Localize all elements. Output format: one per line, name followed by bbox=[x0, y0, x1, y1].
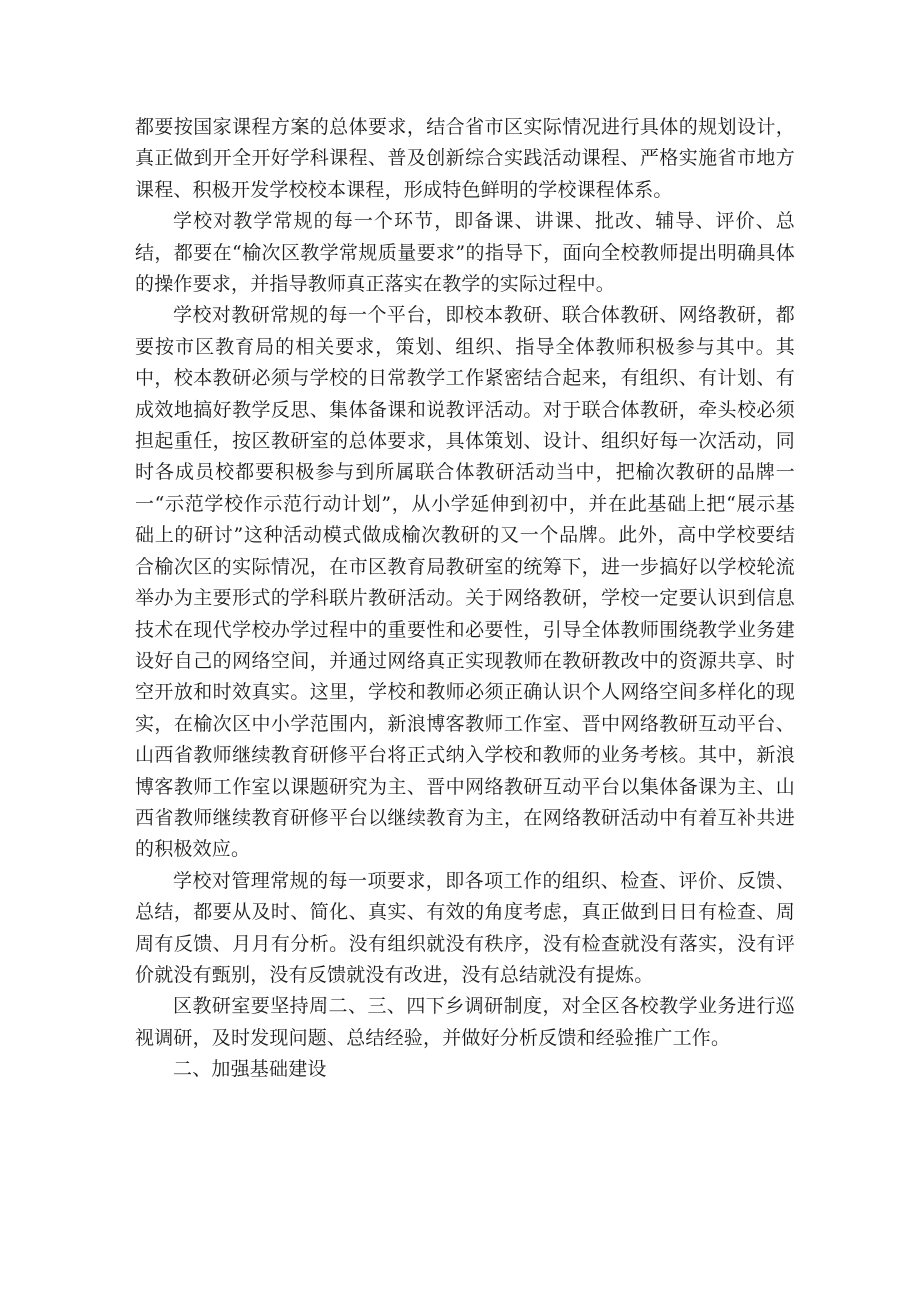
paragraph-5: 区教研室要坚持周二、三、四下乡调研制度，对全区各校教学业务进行巡视调研，及时发现问题、总结经验，并做好分析反馈和经验推广工作。 bbox=[135, 995, 795, 1049]
paragraph-4: 学校对管理常规的每一项要求，即各项工作的组织、检查、评价、反馈、总结，都要从及时、简化、真实、有效的角度考虑，真正做到日日有检查、周周有反馈、月月有分析。没有组织就没有秩序，没有检查就没有落实，没有评价就没有甄别，没有反馈就没有改进，没有总结就没有提炼。 bbox=[135, 869, 795, 986]
document-body bbox=[135, 112, 795, 1086]
paragraph-2: 学校对教学常规的每一个环节，即备课、讲课、批改、辅导、评价、总结，都要在“榆次区教学常规质量要求”的指导下，面向全校教师提出明确具体的操作要求，并指导教师真正落实在教学的实际过程中。 bbox=[135, 210, 795, 296]
section-heading: 二、加强基础建设 bbox=[173, 1058, 327, 1081]
paragraph-1: 都要按国家课程方案的总体要求，结合省市区实际情况进行具体的规划设计，真正做到开全开好学科课程、普及创新综合实践活动课程、严格实施省市地方课程、积极开发学校校本课程，形成特色鲜明的学校课程体系。 bbox=[135, 116, 795, 201]
paragraph-3: 学校对教研常规的每一个平台，即校本教研、联合体教研、网络教研，都要按市区教育局的相关要求，策划、组织、指导全体教师积极参与其中。其中，校本教研必须与学校的日常教学工作紧密结合起来，有组织、有计划、有成效地搞好教学反思、集体备课和说教评活动。对于联合体教研，牵头校必须担起重任，按区教研室的总体要求，具体策划、设计、组织好每一次活动，同时各成员校都要积极参与到所属联合体教研活动当中，把榆次教研的品牌一一“示范学校作示范行动计划”，从小学延伸到初中，并在此基础上把“展示基础上的研讨”这种活动模式做成榆次教研的又一个品牌。此外，高中学校要结合榆次区的实际情况，在市区教育局教研室的统筹下，进一步搞好以学校轮流举办为主要形式的学科联片教研活动。关于网络教研，学校一定要认识到信息技术在现代学校办学过程中的重要性和必要性，引导全体教师围绕教学业务建设好自己的网络空间，并通过网络真正实现教师在教研教改中的资源共享、时空开放和时效真实。这里，学校和教师必须正确认识个人网络空间多样化的现实，在榆次区中小学范围内，新浪博客教师工作室、晋中网络教研互动平台、山西省教师继续教育研修平台将正式纳入学校和教师的业务考核。其中，新浪博客教师工作室以课题研究为主、晋中网络教研互动平台以集体备课为主、山西省教师继续教育研修平台以继续教育为主，在网络教研活动中有着互补共进的积极效应。 bbox=[135, 304, 795, 861]
